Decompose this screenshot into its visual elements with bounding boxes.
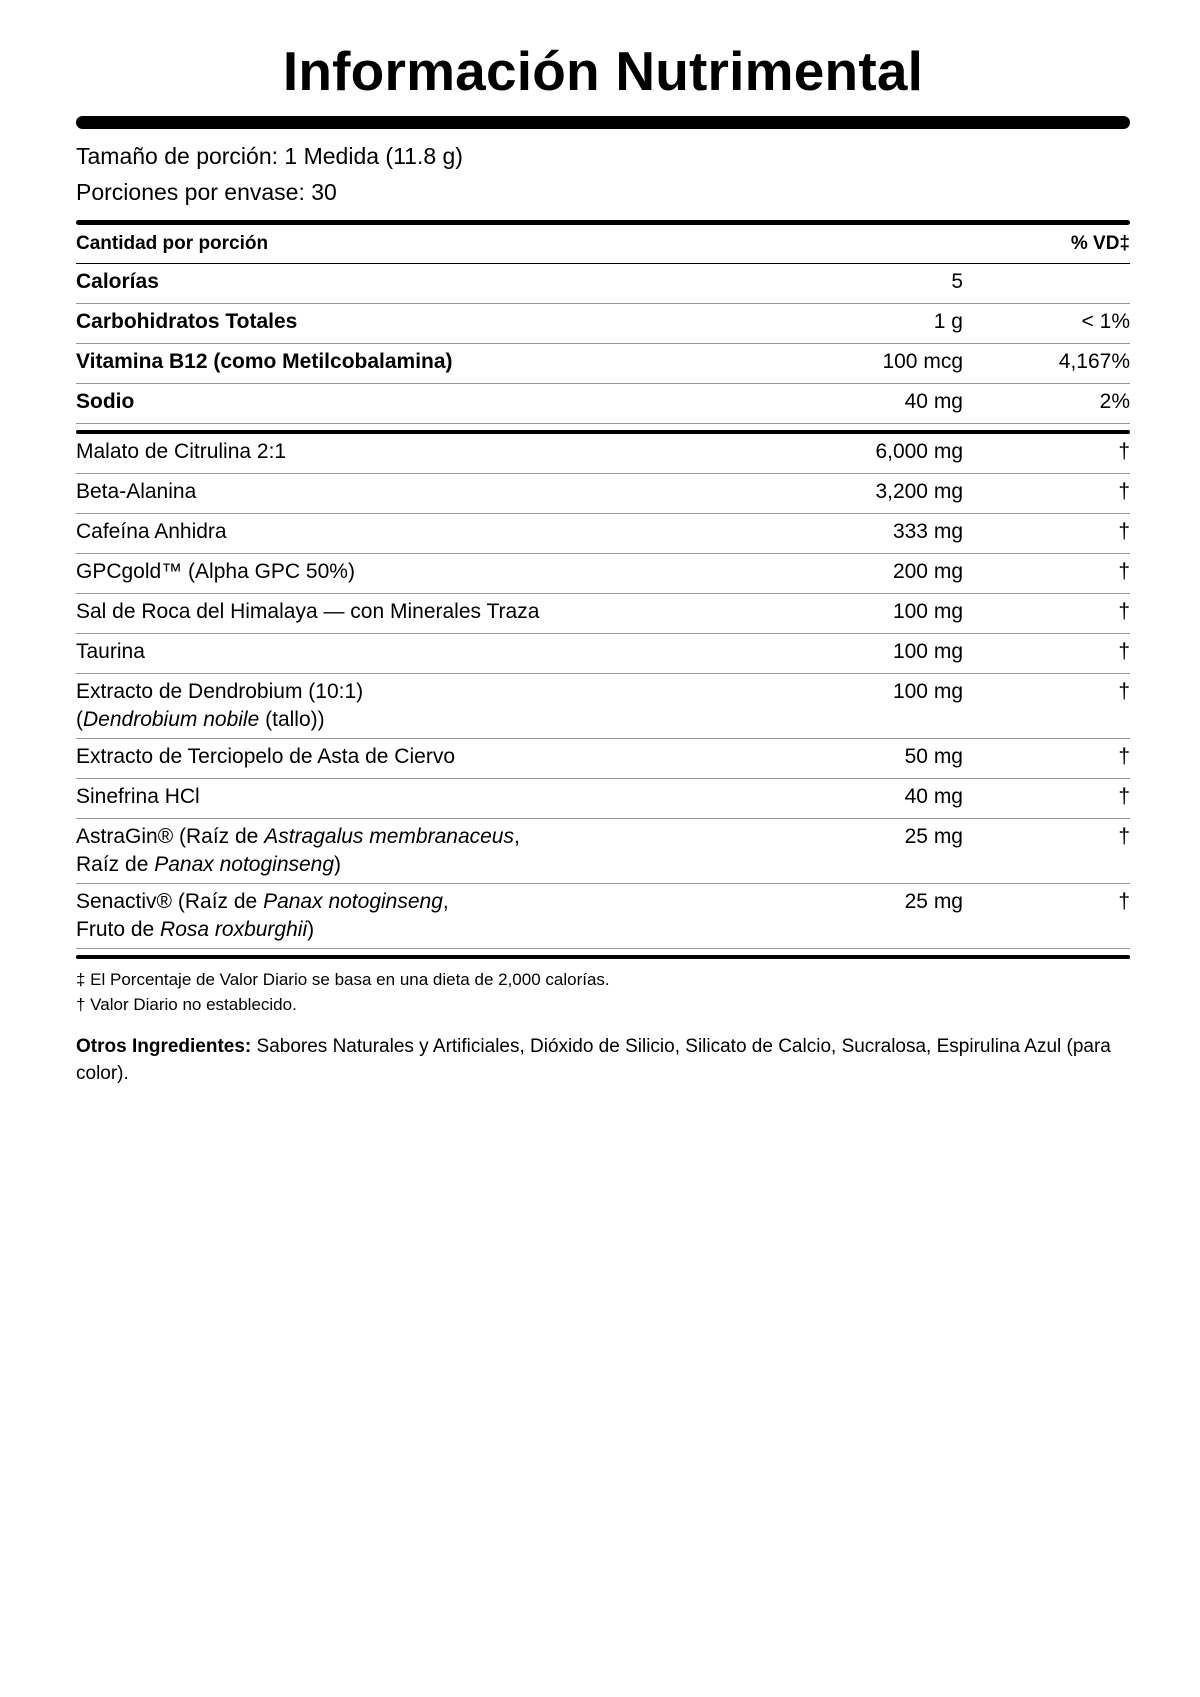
nutrient-name: Sodio — [76, 390, 135, 413]
table-row — [76, 739, 1130, 779]
nutrient-amount: 5 — [951, 270, 963, 293]
ingredient-amount: 100 mg — [892, 680, 963, 703]
table-row — [76, 779, 1130, 819]
ingredient-amount: 100 mg — [892, 600, 963, 623]
ingredient-amount: 200 mg — [892, 560, 963, 583]
top-thick-bar — [76, 116, 1130, 129]
other-ingredients-label: Otros Ingredientes: — [76, 1036, 252, 1057]
ingredient-dv: † — [1118, 680, 1130, 703]
footnote-dv-basis: ‡ El Porcentaje de Valor Diario se basa en una dieta de 2,000 calorías. — [76, 970, 610, 989]
table-row — [76, 554, 1130, 594]
nutrition-facts-panel — [76, 0, 1130, 1087]
daily-value-label: % VD‡ — [1070, 233, 1130, 254]
bottom-divider — [76, 955, 1130, 959]
ingredient-name-line2-pre: Raíz de — [76, 853, 155, 876]
ingredient-amount: 6,000 mg — [875, 440, 963, 463]
nutrient-amount: 40 mg — [904, 390, 963, 413]
other-ingredients — [76, 1033, 1130, 1087]
table-row — [76, 884, 1130, 949]
table-row — [76, 474, 1130, 514]
table-row — [76, 514, 1130, 554]
ingredient-name-line1-post: , — [442, 890, 449, 913]
serving-size: Tamaño de porción: 1 Medida (11.8 g) — [76, 143, 463, 169]
ingredient-dv: † — [1118, 825, 1130, 848]
ingredient-dv: † — [1118, 890, 1130, 913]
ingredient-name: Sinefrina HCl — [76, 785, 200, 808]
ingredient-name-line2-post: ) — [307, 918, 315, 941]
ingredient-dv: † — [1118, 745, 1130, 768]
ingredient-dv: † — [1118, 785, 1130, 808]
ingredient-name-line1-pre: Senactiv® (Raíz de — [76, 890, 264, 913]
ingredient-dv: † — [1118, 520, 1130, 543]
table-row — [76, 674, 1130, 739]
ingredient-name-line2-italic: Rosa roxburghii — [160, 918, 308, 941]
nutrient-dv: 4,167% — [1058, 350, 1130, 373]
nutrient-name: Calorías — [76, 270, 159, 293]
nutrient-dv: < 1% — [1081, 310, 1130, 333]
table-row — [76, 434, 1130, 474]
nutrient-name: Carbohidratos Totales — [76, 310, 298, 333]
ingredient-name: GPCgold™ (Alpha GPC 50%) — [76, 560, 355, 583]
ingredient-name-line1-italic: Panax notoginseng — [263, 890, 443, 913]
ingredient-name-line1-italic: Astragalus membranaceus — [264, 825, 514, 848]
ingredient-name-line2-italic: Panax notoginseng — [154, 853, 335, 876]
ingredient-name-line2-pre: ( — [76, 708, 83, 731]
table-row — [76, 304, 1130, 344]
ingredient-dv: † — [1118, 560, 1130, 583]
ingredient-amount: 100 mg — [892, 640, 963, 663]
footnote-dv-not-established: † Valor Diario no establecido. — [76, 995, 297, 1014]
ingredient-name: Sal de Roca del Himalaya — con Minerales Traza — [76, 600, 540, 623]
ingredient-name: Malato de Citrulina 2:1 — [76, 440, 287, 463]
ingredient-dv: † — [1118, 600, 1130, 623]
servings-per-container: Porciones por envase: 30 — [76, 179, 337, 205]
amount-per-serving-label: Cantidad por porción — [76, 233, 269, 254]
ingredient-amount: 3,200 mg — [875, 480, 963, 503]
panel-title: Información Nutrimental — [282, 40, 924, 102]
other-ingredients-text: Sabores Naturales y Artificiales, Dióxido de Silicio, Silicato de Calcio, Sucralosa, Espirulina Azul (para color). — [76, 1036, 1111, 1084]
ingredient-name-line2-post: (tallo)) — [259, 708, 325, 731]
table-header — [76, 225, 1130, 264]
ingredient-name — [76, 823, 676, 879]
ingredient-amount: 40 mg — [904, 785, 963, 808]
footnotes — [76, 967, 1130, 1017]
table-row — [76, 634, 1130, 674]
ingredient-name-line1: Extracto de Dendrobium (10:1) — [76, 680, 364, 703]
ingredient-name — [76, 678, 676, 734]
table-row — [76, 819, 1130, 884]
ingredient-name-line2-pre: Fruto de — [76, 918, 161, 941]
table-row — [76, 594, 1130, 634]
ingredient-amount: 50 mg — [904, 745, 963, 768]
ingredient-name — [76, 888, 676, 944]
ingredient-name-line2-post: ) — [334, 853, 342, 876]
nutrient-amount: 1 g — [933, 310, 963, 333]
ingredient-name-line1-pre: AstraGin® (Raíz de — [76, 825, 265, 848]
ingredient-name: Beta-Alanina — [76, 480, 197, 503]
ingredient-dv: † — [1118, 440, 1130, 463]
ingredient-amount: 25 mg — [904, 825, 963, 848]
table-row — [76, 344, 1130, 384]
nutrient-dv: 2% — [1099, 390, 1130, 413]
nutrient-amount: 100 mcg — [882, 350, 963, 373]
ingredient-name-line1-post: , — [514, 825, 520, 848]
ingredient-dv: † — [1118, 480, 1130, 503]
ingredient-amount: 333 mg — [892, 520, 963, 543]
ingredient-dv: † — [1118, 640, 1130, 663]
ingredient-name: Extracto de Terciopelo de Asta de Ciervo — [76, 745, 455, 768]
table-row — [76, 264, 1130, 304]
table-row — [76, 384, 1130, 424]
ingredient-name: Cafeína Anhidra — [76, 520, 227, 543]
serving-info — [76, 138, 1130, 210]
nutrient-name: Vitamina B12 (como Metilcobalamina) — [76, 350, 453, 373]
ingredient-name-line2-italic: Dendrobium nobile — [83, 708, 260, 731]
ingredient-amount: 25 mg — [904, 890, 963, 913]
ingredient-name: Taurina — [76, 640, 145, 663]
